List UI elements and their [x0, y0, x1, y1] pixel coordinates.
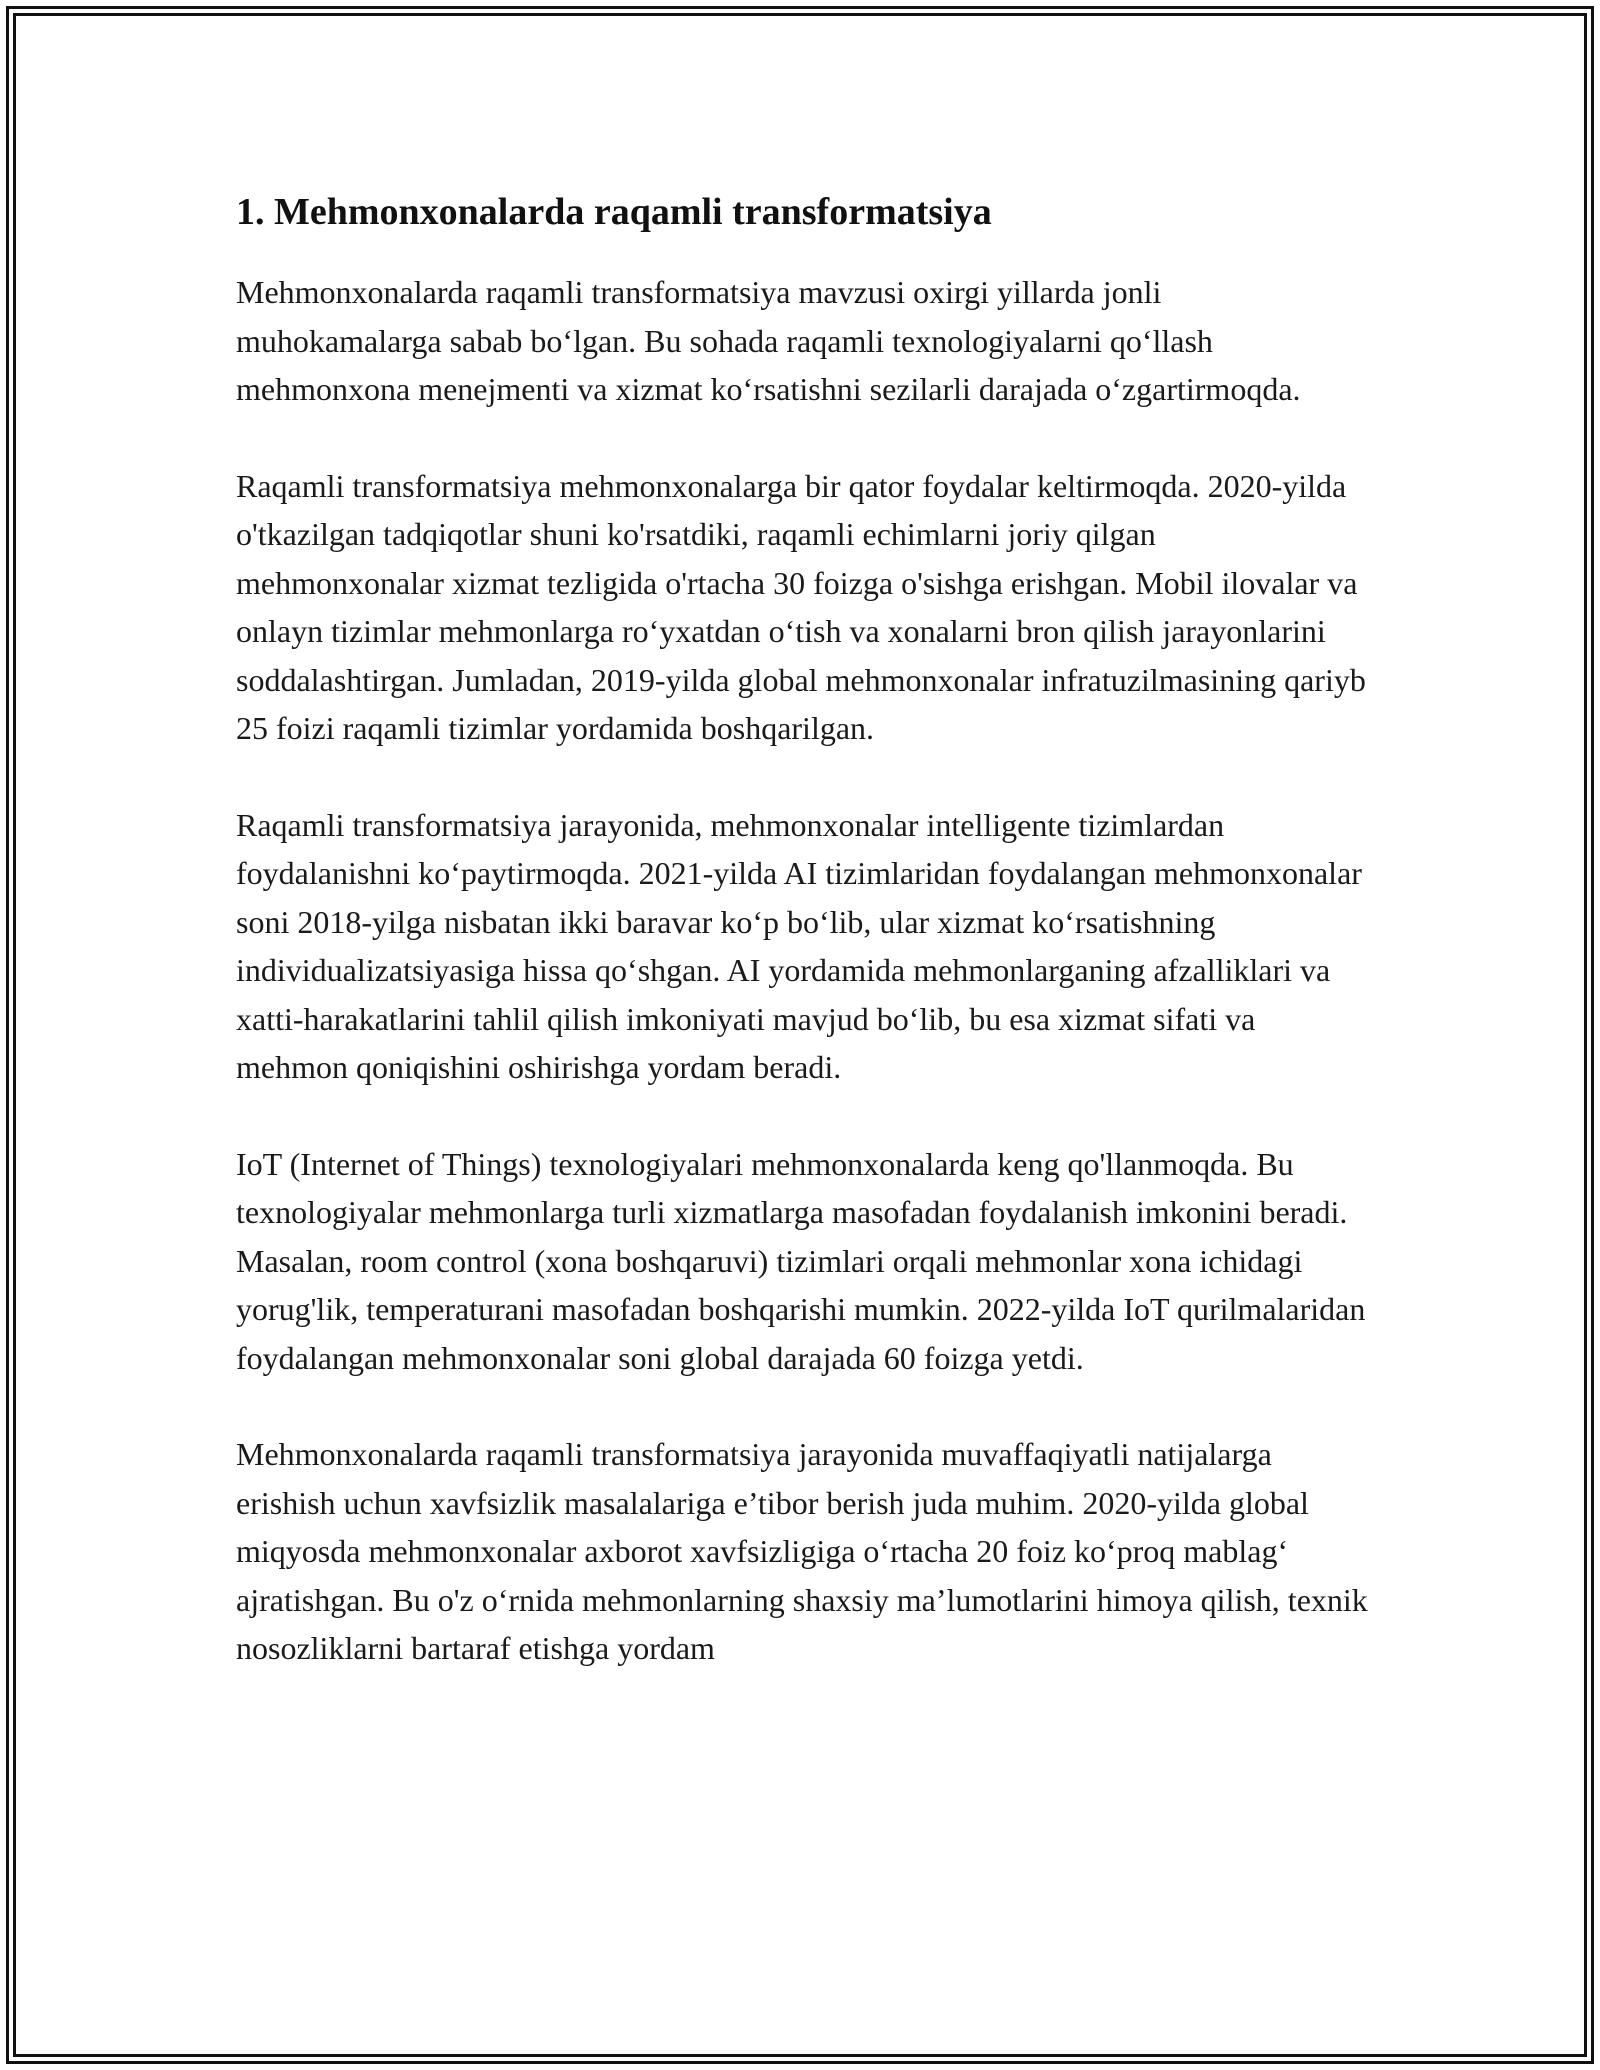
paragraph-intro: Mehmonxonalarda raqamli transformatsiya mavzusi oxirgi yillarda jonli muhokamalarga sabab bo‘lgan. Bu sohada raqamli texnologiyalarni qo‘llash mehmonxona menejmenti va xizmat ko‘rsatishni sezilarli darajada o‘zgartirmoqda.: [236, 274, 1301, 407]
document-body: [236, 186, 1368, 1721]
paragraph-ai-systems: Raqamli transformatsiya jarayonida, mehmonxonalar intelligente tizimlardan foydalanishni ko‘paytirmoqda. 2021-yilda AI tizimlaridan foydalangan mehmonxonalar soni 2018-yilga nisbatan ikki baravar ko‘p bo‘lib, ular xizmat ko‘rsatishning individualizatsiyasiga hissa qo‘shgan. AI yordamida mehmonlarganing afzalliklari va xatti-harakatlarini tahlil qilish imkoniyati mavjud bo‘lib, bu esa xizmat sifati va mehmon qoniqishini oshirishga yordam beradi.: [236, 806, 1362, 1085]
section-title: 1. Mehmonxonalarda raqamli transformatsiya: [236, 191, 992, 233]
paragraph-security: Mehmonxonalarda raqamli transformatsiya jarayonida muvaffaqiyatli natijalarga erishish uchun xavfsizlik masalalariga e’tibor berish juda muhim. 2020-yilda global miqyosda mehmonxonalar axborot xavfsizligiga o‘rtacha 20 foiz ko‘proq mablag‘ ajratishgan. Bu o'z o‘rnida mehmonlarning shaxsiy ma’lumotlarini himoya qilish, texnik nosozliklarni bartaraf etishga yordam: [236, 1436, 1368, 1666]
paragraph-iot: IoT (Internet of Things) texnologiyalari mehmonxonalarda keng qo'llanmoqda. Bu texnologiyalar mehmonlarga turli xizmatlarga masofadan foydalanish imkonini beradi. Masalan, room control (xona boshqaruvi) tizimlari orqali mehmonlar xona ichidagi yorug'lik, temperaturani masofadan boshqarishi mumkin. 2022-yilda IoT qurilmalaridan foydalangan mehmonxonalar soni global darajada 60 foizga yetdi.: [236, 1145, 1366, 1376]
paragraph-benefits: Raqamli transformatsiya mehmonxonalarga bir qator foydalar keltirmoqda. 2020-yilda o'tkazilgan tadqiqotlar shuni ko'rsatdiki, raqamli echimlarni joriy qilgan mehmonxonalar xizmat tezligida o'rtacha 30 foizga o'sishga erishgan. Mobil ilovalar va onlayn tizimlar mehmonlarga ro‘yxatdan o‘tish va xonalarni bron qilish jarayonlarini soddalashtirgan. Jumladan, 2019-yilda global mehmonxonalar infratuzilmasining qariyb 25 foizi raqamli tizimlar yordamida boshqarilgan.: [236, 467, 1366, 746]
